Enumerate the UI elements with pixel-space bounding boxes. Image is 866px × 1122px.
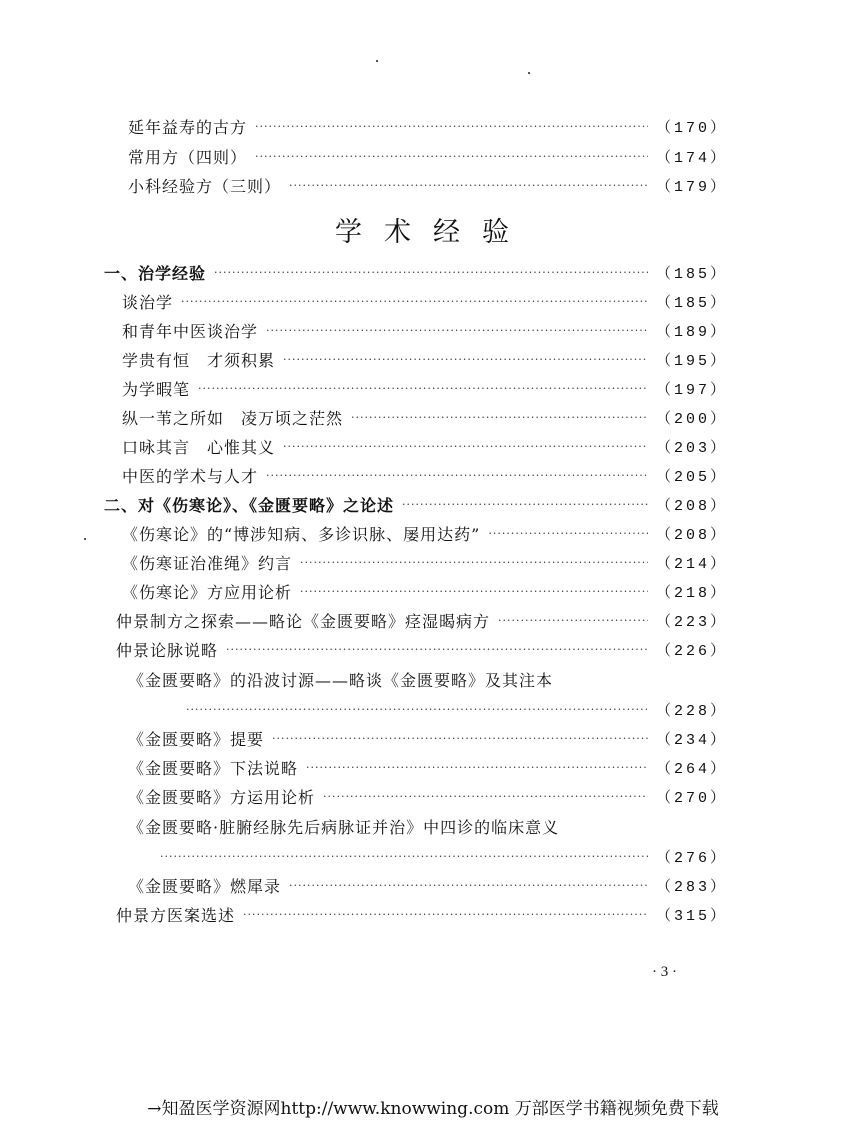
toc-entry-title: 中医的学术与人才: [122, 466, 259, 486]
toc-entry-page: （179）: [655, 178, 728, 196]
leader-dots: [283, 440, 648, 453]
toc-entry-title: 小科经验方（三则）: [128, 176, 282, 196]
toc-entry-title: 仲景制方之探索——略论《金匮要略》痉湿暍病方: [116, 611, 491, 631]
toc-entry: [122, 433, 728, 459]
leader-dots: [289, 179, 648, 192]
toc-entry: [122, 346, 728, 372]
toc-entry-continuation: [186, 696, 728, 722]
toc-entry: [122, 520, 728, 546]
toc-entry: [128, 754, 728, 780]
toc-entry-title: 《伤寒论》方应用论析: [122, 582, 293, 602]
section-heading: 学术经验: [335, 217, 531, 248]
toc-entry-page: （205）: [655, 468, 728, 486]
leader-dots: [306, 761, 648, 774]
toc-entry-title: 口咏其言 心惟其义: [122, 437, 276, 457]
leader-dots: [300, 585, 648, 598]
toc-entry: [128, 172, 728, 198]
toc-entry: [122, 375, 728, 401]
leader-dots: [402, 498, 648, 511]
toc-entry-page: （195）: [655, 352, 728, 370]
leader-dots: [498, 614, 648, 627]
toc-entry-title: 延年益寿的古方: [128, 117, 248, 137]
toc-entry-page: （315）: [655, 907, 728, 925]
toc-entry-title: 《金匮要略》燃犀录: [128, 876, 282, 896]
toc-entry-page: （197）: [655, 381, 728, 399]
toc-entry: [128, 872, 728, 898]
toc-entry-page: （223）: [655, 613, 728, 631]
toc-entry-title: 《伤寒论》的“博涉知病、多诊识脉、屡用达药”: [122, 524, 481, 544]
toc-entry-title: 仲景论脉说略: [116, 640, 219, 660]
toc-entry: [122, 317, 728, 343]
toc-section-title: [104, 259, 728, 285]
toc-entry: [122, 288, 728, 314]
leader-dots: [300, 556, 648, 569]
toc-entry-title: 谈治学: [122, 292, 174, 312]
leader-dots: [488, 527, 648, 540]
toc-entry-page: （170）: [655, 119, 728, 137]
leader-dots: [214, 266, 648, 279]
toc-entry: [116, 636, 728, 662]
toc-entry-page: （214）: [655, 555, 728, 573]
toc-entry-page: （185）: [655, 294, 728, 312]
leader-dots: [289, 879, 648, 892]
toc-entry-page: （208）: [655, 526, 728, 544]
toc-entry-title: 纵一苇之所如 凌万顷之茫然: [122, 408, 344, 428]
scan-speck: [376, 60, 378, 62]
toc-entry-title: 《金匮要略·脏腑经脉先后病脉证并治》中四诊的临床意义: [128, 818, 560, 837]
toc-entry: [116, 901, 728, 927]
leader-dots: [323, 790, 648, 803]
toc-section-label: 一、治学经验: [104, 263, 207, 283]
toc-entry-page: （264）: [655, 760, 728, 778]
leader-dots: [226, 643, 648, 656]
toc-entry: [128, 725, 728, 751]
toc-entry: [122, 404, 728, 430]
leader-dots: [272, 732, 648, 745]
toc-entry-page: （189）: [655, 323, 728, 341]
toc-entry-title: 《金匮要略》的沿波讨源——略谈《金匮要略》及其注本: [128, 671, 554, 690]
toc-entry-title: 学贵有恒 才须积累: [122, 350, 276, 370]
scan-speck: [528, 72, 530, 74]
toc-entry-page: （218）: [655, 584, 728, 602]
toc-entry: [128, 783, 728, 809]
toc-entry-page: （200）: [655, 410, 728, 428]
toc-entry: [122, 578, 728, 604]
toc-entry-page: （226）: [655, 642, 728, 660]
toc-entry-title: 《伤寒证治准绳》约言: [122, 553, 293, 573]
toc-entry: [116, 607, 728, 633]
toc-entry-continuation: [160, 843, 728, 869]
page-number: · 3 ·: [652, 964, 677, 980]
toc-section-label: 二、对《伤寒论》、《金匮要略》之论述: [104, 495, 395, 515]
toc-entry-page: （174）: [655, 149, 728, 167]
toc-entry-title: 为学暇笔: [122, 379, 191, 399]
toc-entry-title: 和青年中医谈治学: [122, 321, 259, 341]
scan-speck: [84, 538, 86, 540]
toc-entry-page: （283）: [655, 878, 728, 896]
toc-entry-title: 《金匮要略》下法说略: [128, 758, 299, 778]
leader-dots: [266, 469, 648, 482]
leader-dots: [255, 150, 648, 163]
leader-dots: [186, 703, 648, 716]
toc-entry-title: 《金匮要略》提要: [128, 729, 265, 749]
leader-dots: [181, 295, 648, 308]
leader-dots: [283, 353, 648, 366]
toc-entry-page: （234）: [655, 731, 728, 749]
toc-entry-page: （276）: [655, 849, 728, 867]
toc-entry-title: 常用方（四则）: [128, 147, 248, 167]
toc-entry-title: 仲景方医案选述: [116, 905, 236, 925]
toc-entry-page: （270）: [655, 789, 728, 807]
toc-entry: [128, 113, 728, 139]
toc-entry-page: （228）: [655, 702, 728, 720]
toc-section-title: [104, 491, 728, 517]
leader-dots: [198, 382, 648, 395]
leader-dots: [243, 908, 648, 921]
leader-dots: [351, 411, 648, 424]
leader-dots: [160, 850, 648, 863]
toc-entry-page: （203）: [655, 439, 728, 457]
leader-dots: [266, 324, 648, 337]
leader-dots: [255, 120, 648, 133]
footer-watermark-link[interactable]: →知盈医学资源网http://www.knowwing.com 万部医学书籍视频免费下载: [147, 1099, 719, 1119]
toc-entry-page: （208）: [655, 497, 728, 515]
toc-entry-title: 《金匮要略》方运用论析: [128, 787, 316, 807]
toc-entry: [128, 143, 728, 169]
toc-entry-page: （185）: [655, 265, 728, 283]
toc-entry: [122, 462, 728, 488]
toc-entry: [122, 549, 728, 575]
